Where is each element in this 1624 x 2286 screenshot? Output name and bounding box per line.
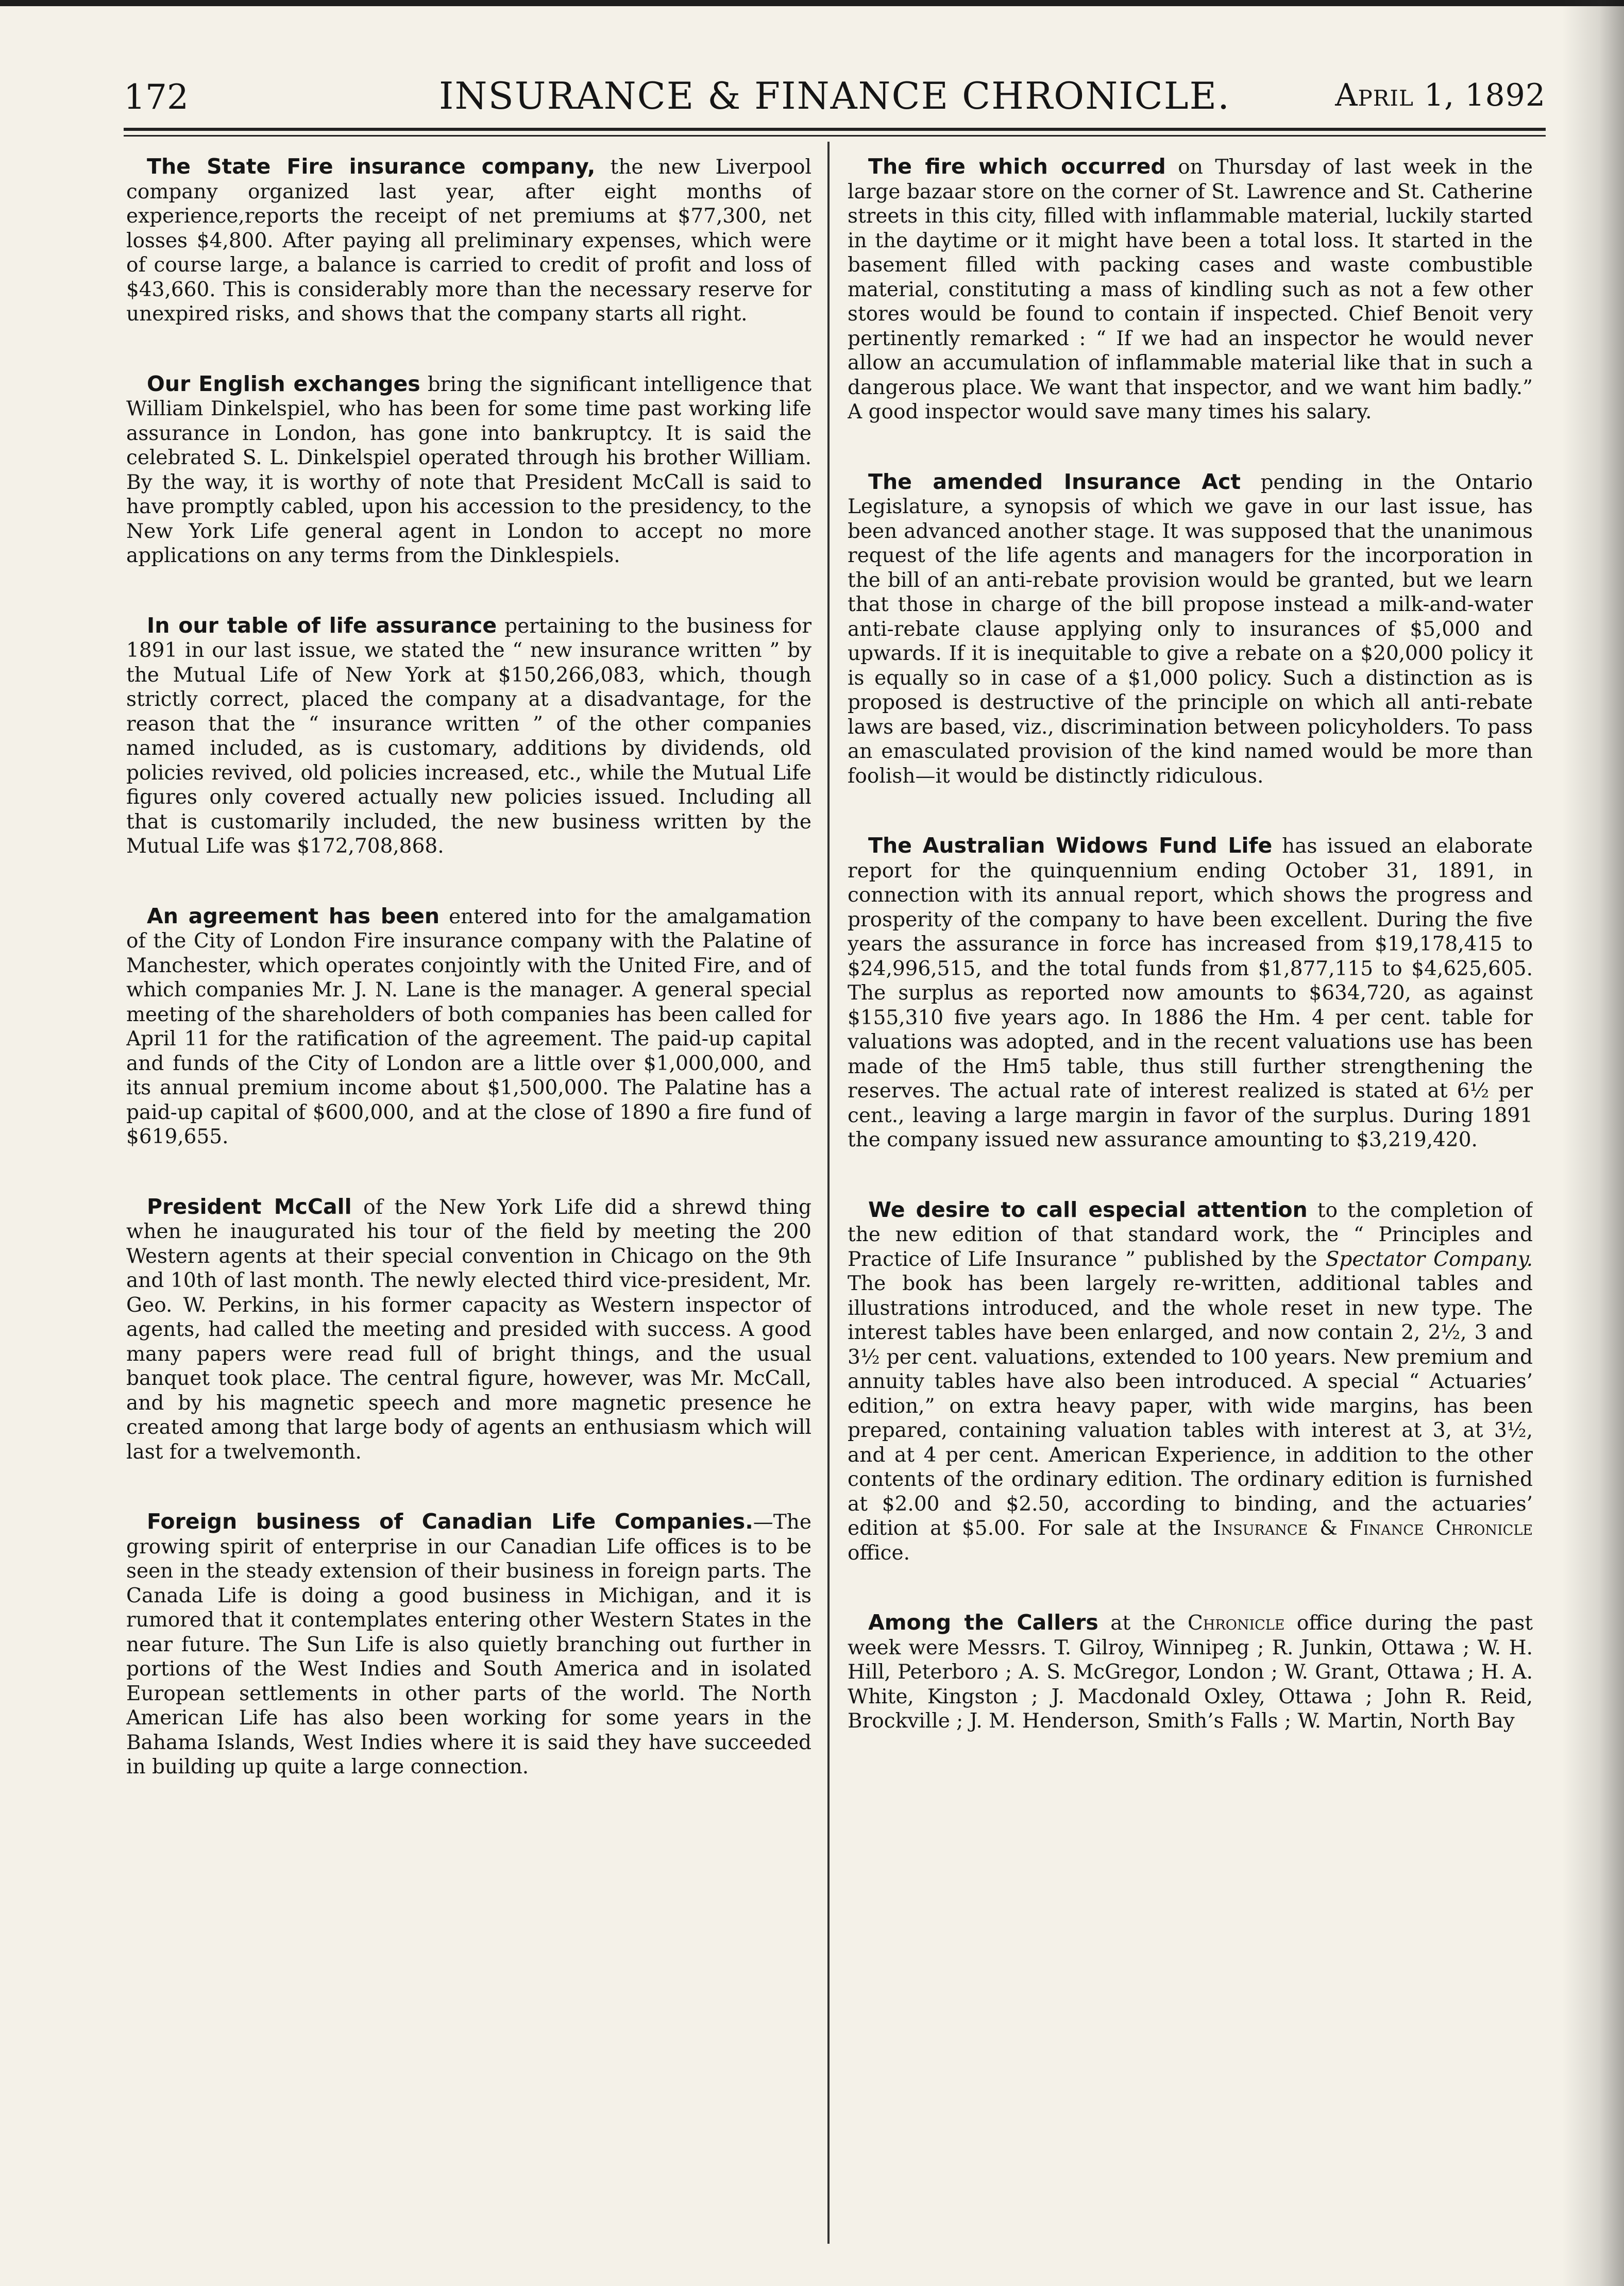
article-body: entered into for the amalgamation of the City of London Fire insurance company with the Palatine of Manchester, which operates conjointly with the United Fire, and of which companies Mr. J. N. Lane is the manager. A general special meeting of the shareholders of both companies has been called for April 11 for the ratification of the agreement. The paid-up capital and funds of the City of London are a little over $1,000,000, and its annual premium income about $1,500,000. The Palatine has a paid-up capital of $600,000, and at the close of 1890 a fire fund of $619,655. xyxy=(126,905,811,1148)
article-president-mccall xyxy=(126,1195,811,1465)
article-lead: In our table of life assurance xyxy=(147,613,497,638)
article-body: has issued an elaborate report for the quinquennium ending October 31, 1891, in connection with its annual report, which shows the progress and prosperity of the company to have been excellent. During the five years the assurance in force has increased from $19,178,415 to $24,996,515, and the total funds from $1,877,115 to $4,625,605. The surplus as reported now amounts to $634,720, as against $155,310 five years ago. In 1886 the Hm. 4 per cent. table for valuations was adopted, and in the recent valuations use has been made of the Hm5 table, thus still further strengthening the reserves. The actual rate of interest realized is stated at 6½ per cent., leaving a large margin in favor of the surplus. During 1891 the company issued new assurance amounting to $3,219,420. xyxy=(848,835,1533,1152)
article-life-assurance-table xyxy=(126,614,811,859)
article-lead: Foreign business of Canadian Life Companies. xyxy=(147,1509,753,1534)
article-english-exchanges xyxy=(126,372,811,568)
article-body: of the New York Life did a shrewd thing when he inaugurated his tour of the field by meeting the 200 Western agents at their special convention in Chicago on the 9th and 10th of last month. The newly elected third vice-president, Mr. Geo. W. Perkins, in his former capacity as Western inspector of agents, had called the meeting and presided with success. A good many papers were read full of bright things, and the usual banquet took place. The central figure, however, was Mr. McCall, and by his magnetic speech and more magnetic presence he created among that large body of agents an enthusiasm which will last for a twelvemonth. xyxy=(126,1195,811,1464)
article-body: the new Liverpool company organized last year, after eight months of experience,reports the receipt of net premiums at $77,300, net losses $4,800. After paying all preliminary expenses, which were of course large, a balance is carried to credit of profit and loss of $43,660. This is considerably more than the necessary reserve for unexpired risks, and shows that the company starts all right. xyxy=(126,156,811,326)
article-state-fire xyxy=(126,155,811,327)
article-body: bring the significant intelligence that William Dinkelspiel, who has been for some time past working life assurance in London, has gone into bankruptcy. It is said the celebrated S. L. Dinkelspiel operated through his brother William. By the way, it is worthy of note that President McCall is said to have promptly cabled, upon his accession to the presidency, to the New York Life general agent in London to accept no more applications on any terms from the Dinklespiels. xyxy=(126,372,811,567)
article-lead: President McCall xyxy=(147,1194,352,1219)
article-body: pertaining to the business for 1891 in our last issue, we stated the “ new insurance written ” by the Mutual Life of New York at $150,266,083, which, though strictly correct, placed the company at a disadvantage, for the reason that the “ insurance written ” of the other companies named included, as is customary, additions by dividends, old policies revived, old policies increased, etc., while the Mutual Life figures only covered actually new policies issued. Including all that is customarily included, the new business written by the Mutual Life was $172,708,868. xyxy=(126,614,811,858)
article-lead: The State Fire insurance company, xyxy=(147,155,596,179)
article-body: on Thursday of last week in the large bazaar store on the corner of St. Lawrence and St. Catherine streets in this city, filled with inflammable material, luckily started in the daytime or it might have been a total loss. It started in the basement filled with packing cases and waste combustible material, constituting a mass of kindling such as not a few other stores would be found to contain if inspected. Chief Benoit very pertinently remarked : “ If we had an inspector he would never allow an accumulation of inflammable material like that in such a dangerous place. We want that inspector, and we want him badly.” A good inspector would save many times his salary. xyxy=(848,156,1533,424)
scan-right-edge xyxy=(1562,0,1624,2286)
article-australian-widows xyxy=(848,834,1533,1153)
column-divider xyxy=(827,142,830,2244)
article-agreement xyxy=(126,904,811,1149)
article-lead: We desire to call especial attention xyxy=(868,1197,1308,1222)
article-body: at the xyxy=(1098,1612,1188,1635)
article-lead: The fire which occurred xyxy=(868,155,1166,179)
article-lead: Among the Callers xyxy=(868,1610,1098,1635)
article-body: pending in the Ontario Legislature, a synopsis of which we gave in our last issue, has been advanced another stage. It was supposed that the unanimous request of the life agents and managers for the incorporation in the bill of an anti-rebate provision would be granted, but we learn that those in charge of the bill propose instead a milk-and-water anti-rebate clause applying only to insurances of $5,000 and upwards. If it is inequitable to give a rebate on a $20,000 policy it is equally so in case of a $1,000 policy. Such a distinction as is proposed is destructive of the principle on which all anti-rebate laws are based, viz., discrimination between policyholders. To pass an emasculated provision of the kind named would be more than foolish—it would be distinctly ridiculous. xyxy=(848,470,1533,788)
header-rule-thick xyxy=(124,128,1546,131)
journal-title: INSURANCE & FINANCE CHRONICLE. xyxy=(439,74,1230,117)
page-number: 172 xyxy=(124,77,189,117)
article-especial-attention xyxy=(848,1198,1533,1566)
article-body: office. xyxy=(848,1541,910,1565)
chronicle-name: Chronicle xyxy=(1188,1612,1285,1635)
right-column xyxy=(848,155,1533,2257)
left-column xyxy=(126,155,811,2257)
office-name: Insurance & Finance Chronicle xyxy=(1213,1517,1533,1540)
article-body: office during the past week were Messrs. T. Gilroy, Winnipeg ; R. Junkin, Ottawa ; W. H. Hill, Peterboro ; A. S. McGregor, London ; W. Grant, Ottawa ; H. A. White, Kingston ; J. Macdonald Oxley, Ottawa ; John R. Reid, Brockville ; J. M. Henderson, Smith’s Falls ; W. Martin, North Bay xyxy=(848,1612,1533,1733)
article-body: —The growing spirit of enterprise in our Canadian Life offices is to be seen in the steady extension of their business in foreign parts. The Canada Life is doing a good business in Michigan, and it is rumored that it contemplates entering other Western States in the near future. The Sun Life is also quietly branching out further in portions of the West Indies and South America and in isolated European settlements in other parts of the world. The North American Life has also been working for some years in the Bahama Islands, West Indies where it is said they have succeeded in building up quite a large connection. xyxy=(126,1511,811,1779)
header-rule-thin xyxy=(124,135,1546,137)
scan-top-border xyxy=(0,0,1624,6)
article-lead: The Australian Widows Fund Life xyxy=(868,833,1273,858)
article-insurance-act xyxy=(848,470,1533,789)
publisher-name: Spectator Company. xyxy=(1325,1247,1533,1271)
article-lead: An agreement has been xyxy=(147,903,440,928)
article-body: to the completion of the new edition of that standard work, the “ Principles and Practice of Life Insurance ” published by the xyxy=(848,1198,1533,1271)
page-header xyxy=(124,74,1546,129)
article-foreign-business xyxy=(126,1510,811,1780)
issue-date: April 1, 1892 xyxy=(1335,77,1546,113)
article-callers xyxy=(848,1611,1533,1734)
article-body: The book has been largely re-written, additional tables and illustrations introduced, and the whole reset in new type. The interest tables have been enlarged, and now contain 2, 2½, 3 and 3½ per cent. valuations, extended to 100 years. New premium and annuity tables have also been introduced. A special “ Actuaries’ edition,” on extra heavy paper, with wide margins, has been prepared, containing valuation tables with interest at 3, at 3½, and at 4 per cent. American Experience, in addition to the other contents of the ordinary edition. The ordinary edition is furnished at $2.00 and $2.50, according to binding, and the actuaries’ edition at $5.00. For sale at the xyxy=(848,1272,1533,1540)
article-fire-bazaar xyxy=(848,155,1533,425)
article-lead: The amended Insurance Act xyxy=(868,469,1241,494)
article-lead: Our English exchanges xyxy=(147,371,420,396)
